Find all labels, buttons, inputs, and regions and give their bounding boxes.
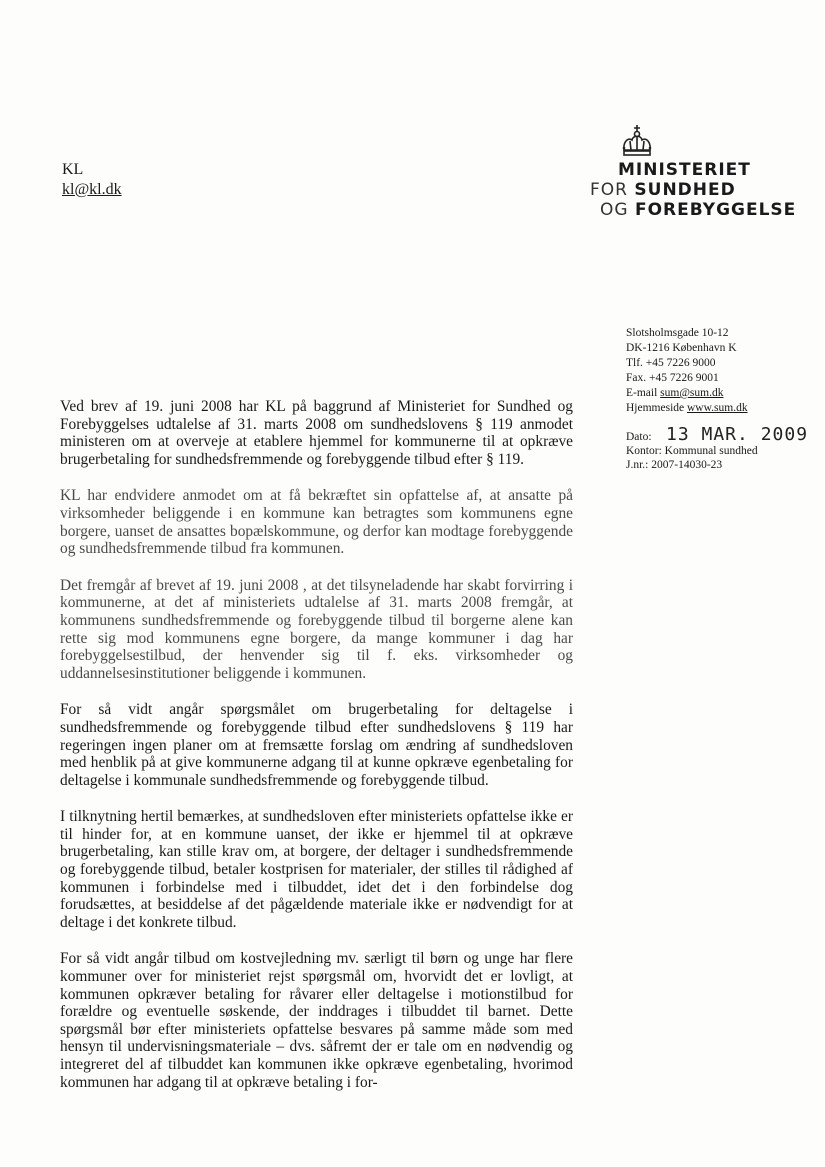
date-stamp: 13 MAR. 2009	[666, 424, 809, 445]
body-paragraph: For så vidt angår spørgsmålet om brugerbetaling for deltagelse i sundhedsfremmende og forebyggende tilbud efter sundhedslovens § 119 har regeringen ingen planer om at fremsætte forslag om ændring af sundhedsloven med henblik på at give kommunerne adgang til at kunne opkræve egenbetaling for deltagelse i kommunale sundhedsfremmende og forebyggende tilbud.	[60, 701, 573, 789]
body-paragraph: I tilknytning hertil bemærkes, at sundhedsloven efter ministeriets opfattelse ikke er til hinder for, at en kommune uanset, der ikke er hjemmel til at opkræve brugerbetaling, kan stille krav om, at borgere, der deltager i sundhedsfremmende og forebyggende tilbud, betaler kostprisen for materialer, der stilles til rådighed af kommunen i forbindelse med i tilbuddet, idet det i den forbindelse dog forudsættes, at besiddelse af det pågældende materiale ikke er nødvendigt for at deltage i det konkrete tilbud.	[60, 808, 573, 931]
address-street: Slotsholmsgade 10-12	[626, 327, 729, 339]
letter-body	[60, 398, 573, 1110]
address-fax: Fax. +45 7226 9001	[626, 372, 719, 384]
body-paragraph: Ved brev af 19. juni 2008 har KL på baggrund af Ministeriet for Sundhed og Forebyggelses udtalelse af 31. marts 2008 om sundhedslovens § 119 anmodet ministeren om at overveje at etablere hjemmel for kommunerne til at opkræve brugerbetaling for sundhedsfremmende og forebyggende tilbud efter § 119.	[60, 398, 573, 468]
recipient-email: kl@kl.dk	[62, 181, 122, 198]
logo-line-3-prefix: OG	[600, 200, 629, 220]
journal-value: 2007-14030-23	[651, 459, 723, 471]
address-email-label: E-mail	[626, 387, 658, 399]
address-email-row	[626, 386, 748, 401]
address-web-label: Hjemmeside	[626, 402, 685, 414]
logo-line-2-main: SUNDHED	[634, 180, 736, 200]
journal-label: J.nr.:	[626, 459, 649, 471]
sender-address	[626, 326, 748, 416]
journal-row	[626, 458, 808, 472]
ministry-logo	[590, 160, 796, 220]
office-label: Kontor:	[626, 445, 662, 457]
recipient-name: KL	[62, 161, 84, 178]
logo-line-2-prefix: FOR	[590, 180, 628, 200]
logo-line-1: MINISTERIET	[618, 160, 751, 180]
body-paragraph: Det fremgår af brevet af 19. juni 2008 , at det tilsyneladende har skabt forvirring i kommunerne, at det af ministeriets udtalelse af 31. marts 2008 fremgår, at kommunens sundhedsfremmende og forebyggende tilbud til borgerne alene kan rette sig mod kommunens egne borgere, da mange kommuner i dag har forebyggelsestilbud, der henvender sig til f. eks. virksomheder og uddannelsesinstitutioner beliggende i kommunen.	[60, 576, 573, 682]
address-city: DK-1216 København K	[626, 342, 737, 354]
body-paragraph: For så vidt angår tilbud om kostvejledning mv. særligt til børn og unge har flere kommuner over for ministeriet rejst spørgsmål om, hvorvidt det er lovligt, at kommunen opkræver betaling for råvarer eller deltagelse i motionstilbud for forældre og eventuelle søskende, der inddrages i tilbuddet til barnet. Dette spørgsmål bør efter ministeriets opfattelse besvares på samme måde som med hensyn til undervisningsmateriale – dvs. såfremt der er tale om en nødvendig og integreret del af tilbuddet kan kommunen ikke opkræve egenbetaling, hvorimod kommunen har adgang til at opkræve betaling i for-	[60, 950, 573, 1091]
logo-line-3-main: FOREBYGGELSE	[634, 200, 797, 220]
logo-line-2	[590, 180, 796, 200]
date-label: Dato:	[626, 431, 652, 443]
crown-logo-icon	[620, 124, 654, 160]
office-row	[626, 444, 808, 458]
address-phone: Tlf. +45 7226 9000	[626, 357, 716, 369]
logo-line-3	[590, 200, 796, 220]
letter-meta	[626, 424, 809, 472]
recipient-block	[62, 160, 122, 200]
date-row	[626, 424, 809, 445]
address-email-link[interactable]: sum@sum.dk	[660, 387, 724, 399]
body-paragraph: KL har endvidere anmodet om at få bekræftet sin opfattelse af, at ansatte på virksomheder beliggende i en kommune kan betragtes som kommunens egne borgere, uanset de ansattes bopælskommune, og derfor kan modtage forebyggende og sundhedsfremmende tilbud fra kommunen.	[60, 487, 573, 558]
address-web-link[interactable]: www.sum.dk	[687, 402, 748, 414]
office-value: Kommunal sundhed	[664, 445, 758, 457]
address-web-row	[626, 401, 748, 416]
